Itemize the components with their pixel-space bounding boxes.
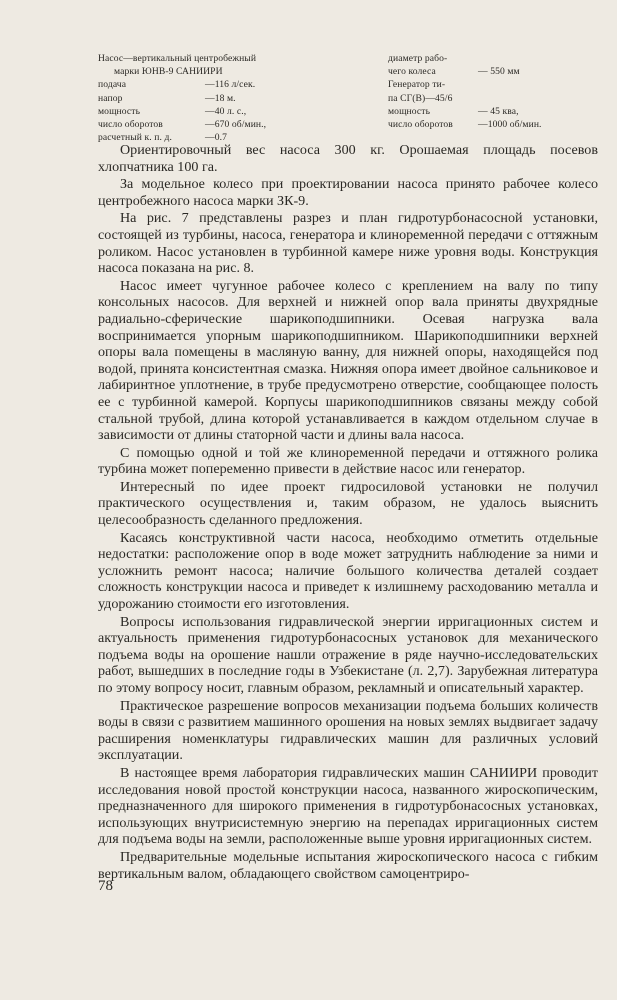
paragraph: Касаясь конструктивной части насоса, необходимо отметить отдельные недостатки: расположение опор в воде может затруднить наблюдение за ними и усложнить ремонт насоса; наличие большого количества деталей создает сложность конструкции насоса и приведет к излишнему расходованию металла и удорожанию стоимости его изготовления.	[98, 529, 598, 613]
spec-value: — 45 ква,	[478, 105, 519, 117]
spec-value: —116 л/сек.	[205, 79, 256, 91]
paragraph: В настоящее время лаборатория гидравлических машин САНИИРИ проводит исследования новой простой конструкции насоса, названного жироскопическим, предназначенного для широкого применения в гидротурбонасосных установках, использующих внутрисистемную энергию на перепадах ирригационных систем для подъема воды на земли, расположенные выше уровня ирригационных систем.	[98, 764, 598, 848]
spec-row	[98, 52, 368, 65]
spec-label: число оборотов	[388, 118, 453, 130]
paragraph: Практическое разрешение вопросов механизации подъема больших количеств воды в связи с развитием машинного орошения на новых землях выдвигает задачу расширения номенклатуры гидравлических машин для различных условий эксплуатации.	[98, 697, 598, 764]
spec-column-generator	[388, 52, 608, 131]
spec-list	[98, 52, 598, 144]
spec-row	[388, 92, 608, 105]
spec-row	[388, 118, 608, 131]
spec-label: чего колеса	[388, 66, 436, 78]
page-number: 78	[98, 878, 113, 894]
paragraph: Предварительные модельные испытания жироскопического насоса с гибким вертикальным валом, обладающего свойством самоцентриро-	[98, 848, 598, 882]
spec-value: —670 об/мин.,	[205, 118, 267, 130]
spec-row	[388, 105, 608, 118]
spec-label: диаметр рабо-	[388, 53, 448, 64]
spec-label: Генератор ти-	[388, 79, 446, 91]
body-text	[98, 142, 598, 883]
spec-label: число оборотов	[98, 118, 163, 130]
spec-row	[388, 78, 608, 91]
spec-column-pump	[98, 52, 368, 144]
spec-label: па СГ(В)—45/6	[388, 92, 453, 104]
spec-row	[388, 65, 608, 78]
spec-value: —0.7	[205, 132, 227, 144]
spec-value: —18 м.	[205, 92, 236, 104]
spec-label: подача	[98, 79, 127, 91]
paragraph: На рис. 7 представлены разрез и план гидротурбонасосной установки, состоящей из турбины, насоса, генератора и клиноременной передачи с оттяжным роликом. Насос установлен в турбинной камере ниже уровня воды. Конструкция насоса показана на рис. 8.	[98, 210, 598, 277]
spec-label: расчетный к. п. д.	[98, 132, 172, 144]
spec-label: напор	[98, 92, 123, 104]
spec-row	[98, 65, 368, 78]
spec-row	[98, 78, 368, 91]
spec-value: —1000 об/мин.	[478, 118, 542, 130]
spec-value: — 550 мм	[478, 66, 520, 78]
spec-row	[388, 52, 608, 65]
paragraph: Насос имеет чугунное рабочее колесо с креплением на валу по типу консольных насосов. Для верхней и нижней опор вала приняты двухрядные радиально-сферические шарикоподшипники. Осевая нагрузка вала воспринимается упорным шарикоподшипником. Шарикоподшипники верхней опоры вала помещены в масляную ванну, для нижней опоры, находящейся под водой, принята консистентная смазка. Нижняя опора имеет двойное сальниковое и лабиринтное уплотнение, в трубе предусмотрено отверстие, сообщающее полость ее с турбинной камерой. Корпусы шарикоподшипников связаны между собой стальной трубой, длина которой устанавливается в каждом отдельном случае в зависимости от длины статорной части и длины вала насоса.	[98, 277, 598, 444]
spec-label: мощность	[388, 105, 431, 117]
paragraph: За модельное колесо при проектировании насоса принято рабочее колесо центробежного насоса марки ЗК-9.	[98, 176, 598, 209]
paragraph: Интересный по идее проект гидросиловой установки не получил практического осуществления и, таким образом, не удалось выяснить целесообразность сделанного предложения.	[98, 478, 598, 529]
paragraph: Вопросы использования гидравлической энергии ирригационных систем и актуальность применения гидротурбонасосных установок для механического подъема воды на орошение нашли отражение в ряде научно-исследовательских работ, вышедших в последние годы в Узбекистане (л. 2,7). Зарубежная литература по этому вопросу носит, главным образом, рекламный и описательный характер.	[98, 613, 598, 696]
spec-row	[98, 92, 368, 105]
spec-label: марки ЮНВ-9 САНИИРИ	[114, 66, 223, 78]
spec-label: мощность	[98, 105, 141, 117]
spec-row	[98, 118, 368, 131]
spec-label: Насос—вертикальный центробежный	[98, 53, 257, 64]
spec-value: —40 л. с.,	[205, 105, 247, 117]
paragraph: С помощью одной и той же клиноременной передачи и оттяжного ролика турбина может попеременно привести в действие насос или генератор.	[98, 444, 598, 478]
spec-row	[98, 105, 368, 118]
paragraph: Ориентировочный вес насоса 300 кг. Орошаемая площадь посевов хлопчатника 100 га.	[98, 142, 598, 175]
